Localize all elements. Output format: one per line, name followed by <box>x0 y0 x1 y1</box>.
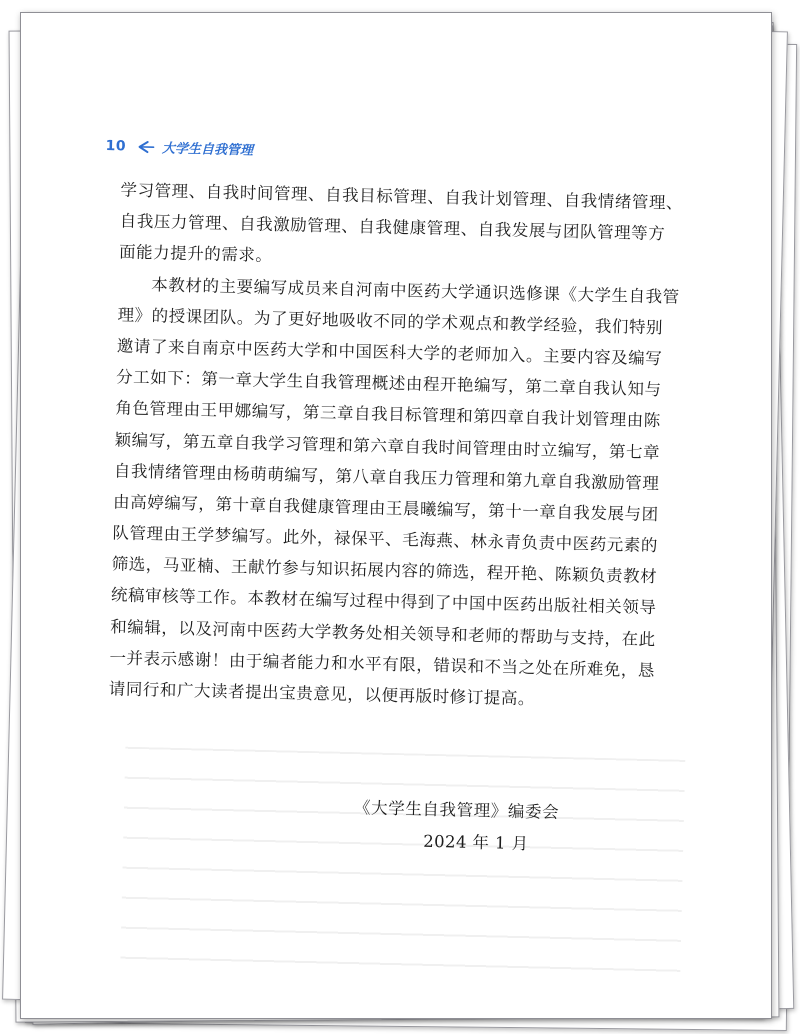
text-line-overflow: 自我情绪管理、 <box>563 190 684 213</box>
document-page <box>20 12 772 1019</box>
text-line: 角色管理由王甲娜编写，第三章自我目标管理和第四章自我计划管理由陈 <box>115 398 662 431</box>
editorial-committee: 《大学生自我管理》编委会 <box>353 798 560 822</box>
page-number: 10 <box>105 137 127 155</box>
arrow-left-icon <box>134 139 156 154</box>
text-line: 由高婷编写，第十章自我健康管理由王晨曦编写，第十一章自我发展与团 <box>112 492 659 525</box>
signature-block <box>353 792 614 862</box>
paragraph-start-line: 本教材的主要编写成员来自河南中医药大学通识选修课《大学生自我管 <box>151 274 680 307</box>
page-content <box>20 12 772 1019</box>
text-line: 邀请了来自南京中医药大学和中国医科大学的老师加入。主要内容及编写 <box>116 336 663 369</box>
text-line: 统稿审核等工作。本教材在编写过程中得到了中国中医药出版社相关领导 <box>110 585 657 618</box>
text-line: 理》的授课团队。为了更好地吸收不同的学术观点和教学经验，我们特别 <box>117 305 664 337</box>
text-line: 面能力提升的需求。 <box>118 242 273 266</box>
text-line: 一并表示感谢！由于编者能力和水平有限，错误和不当之处在所难免，恳 <box>109 648 656 680</box>
show-through-text <box>120 747 685 980</box>
text-line: 自我情绪管理由杨萌萌编写，第八章自我压力管理和第九章自我激励管理 <box>113 461 660 493</box>
text-line: 请同行和广大读者提出宝贵意见，以便再版时修订提高。 <box>108 679 536 709</box>
running-header <box>105 136 253 158</box>
signature-date: 2024 年 1 月 <box>423 831 529 854</box>
text-line: 队管理由王学梦编写。此外，禄保平、毛海燕、林永青负责中医药元素的 <box>112 523 659 556</box>
text-line: 学习管理、自我时间管理、自我目标管理、自我计划管理、自我情绪管理、 <box>120 180 684 213</box>
text-line: 分工如下：第一章大学生自我管理概述由程开艳编写，第二章自我认知与 <box>115 367 662 400</box>
text-line: 颖编写，第五章自我学习管理和第六章自我时间管理由时立编写，第七章 <box>114 429 661 462</box>
body-text <box>108 174 730 718</box>
text-line: 和编辑，以及河南中医药大学教务处相关领导和老师的帮助与支持，在此 <box>110 616 656 649</box>
book-title: 大学生自我管理 <box>161 141 254 159</box>
text-line: 自我压力管理、自我激励管理、自我健康管理、自我发展与团队管理等方 <box>119 211 666 244</box>
text-line: 筛选，马亚楠、王献竹参与知识拓展内容的筛选，程开艳、陈颖负责教材 <box>111 554 658 587</box>
